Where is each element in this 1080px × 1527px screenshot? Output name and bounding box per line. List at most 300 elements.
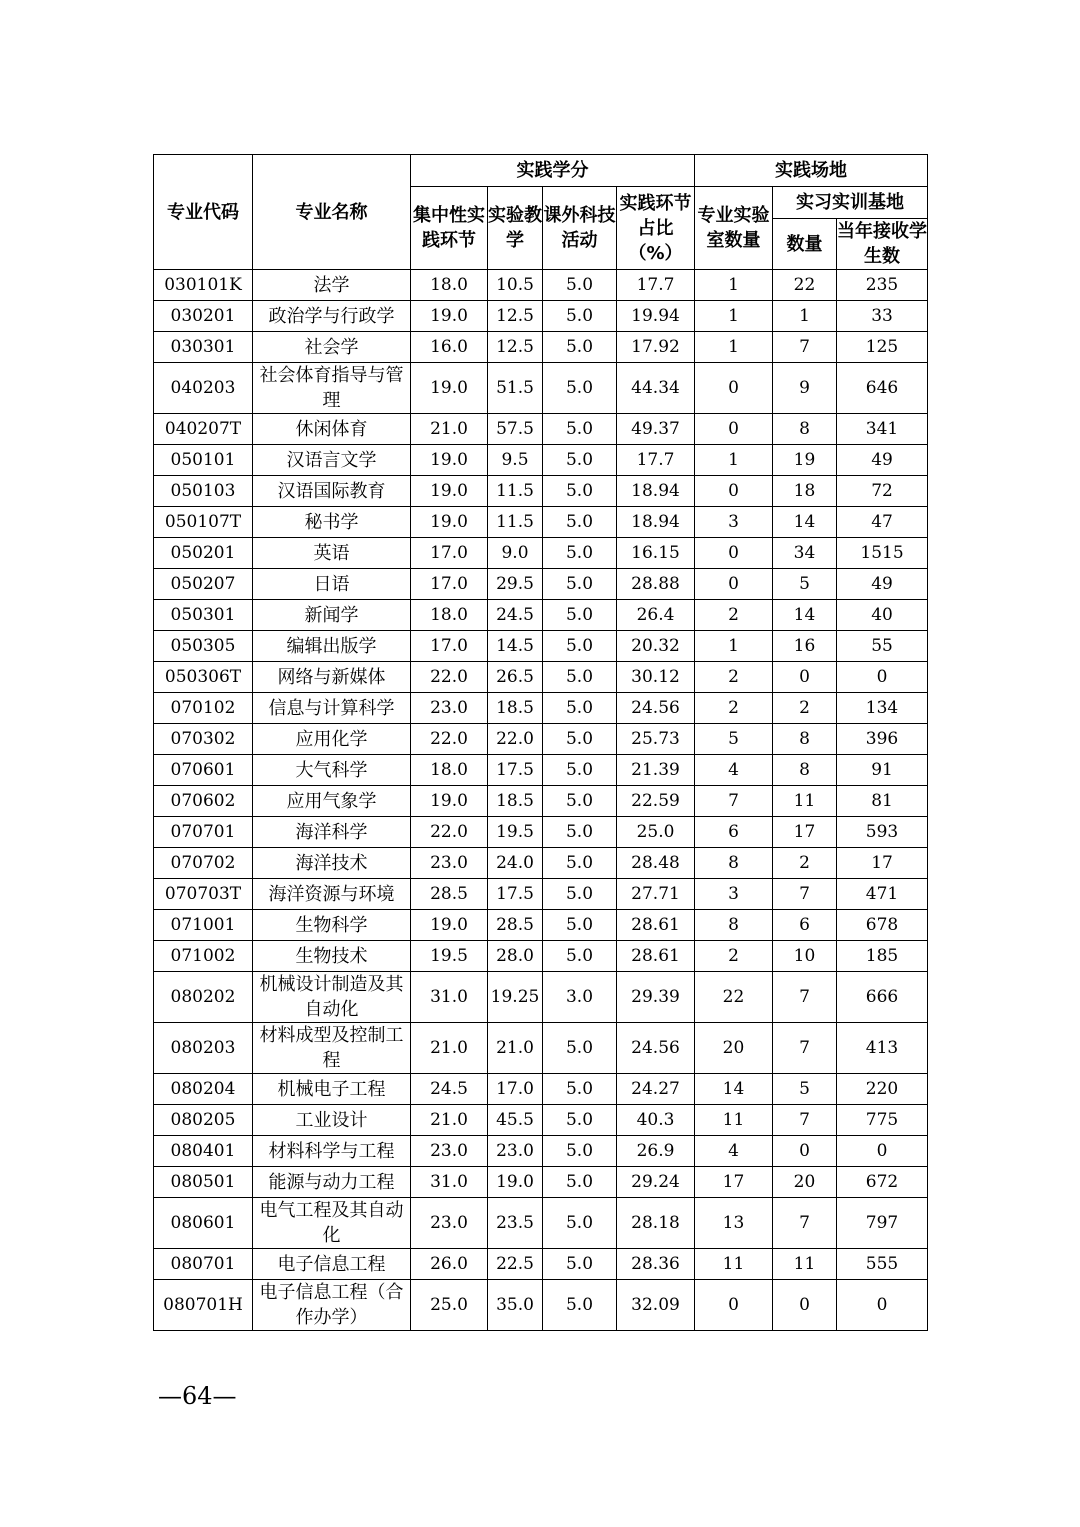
name-cell: 汉语国际教育 <box>253 476 411 507</box>
base-students-cell: 49 <box>837 445 928 476</box>
concentrated-cell: 18.0 <box>411 600 488 631</box>
base-students-cell: 17 <box>837 848 928 879</box>
extracurricular-cell: 5.0 <box>543 363 617 414</box>
code-cell: 071002 <box>154 941 253 972</box>
base-count-cell: 11 <box>773 786 837 817</box>
concentrated-cell: 25.0 <box>411 1280 488 1331</box>
base-students-cell: 1515 <box>837 538 928 569</box>
table-row <box>154 569 928 600</box>
ratio-cell: 49.37 <box>617 414 695 445</box>
base-students-cell: 49 <box>837 569 928 600</box>
extracurricular-cell: 5.0 <box>543 755 617 786</box>
code-cell: 080701 <box>154 1249 253 1280</box>
page-number: —64— <box>158 1382 237 1410</box>
ratio-cell: 27.71 <box>617 879 695 910</box>
table-row <box>154 445 928 476</box>
table-row <box>154 332 928 363</box>
base-count-cell: 8 <box>773 414 837 445</box>
table-row <box>154 631 928 662</box>
extracurricular-cell: 5.0 <box>543 332 617 363</box>
table-row <box>154 848 928 879</box>
experiment-cell: 22.5 <box>488 1249 543 1280</box>
base-students-cell: 678 <box>837 910 928 941</box>
labs-cell: 5 <box>695 724 773 755</box>
experiment-cell: 21.0 <box>488 1023 543 1074</box>
experiment-cell: 19.5 <box>488 817 543 848</box>
code-cell: 050301 <box>154 600 253 631</box>
code-cell: 080203 <box>154 1023 253 1074</box>
base-students-cell: 646 <box>837 363 928 414</box>
labs-cell: 1 <box>695 332 773 363</box>
concentrated-cell: 31.0 <box>411 1167 488 1198</box>
code-cell: 070601 <box>154 755 253 786</box>
table-row <box>154 1280 928 1331</box>
extracurricular-cell: 5.0 <box>543 1198 617 1249</box>
extracurricular-cell: 5.0 <box>543 445 617 476</box>
labs-cell: 1 <box>695 445 773 476</box>
base-count-cell: 8 <box>773 755 837 786</box>
ratio-cell: 29.24 <box>617 1167 695 1198</box>
table-row <box>154 786 928 817</box>
name-cell: 信息与计算科学 <box>253 693 411 724</box>
name-cell: 机械电子工程 <box>253 1074 411 1105</box>
extracurricular-cell: 5.0 <box>543 1074 617 1105</box>
base-count-cell: 1 <box>773 301 837 332</box>
extracurricular-cell: 5.0 <box>543 848 617 879</box>
base-students-cell: 396 <box>837 724 928 755</box>
base-students-cell: 341 <box>837 414 928 445</box>
extracurricular-cell: 5.0 <box>543 414 617 445</box>
name-cell: 社会学 <box>253 332 411 363</box>
concentrated-cell: 18.0 <box>411 270 488 301</box>
header-credits-group: 实践学分 <box>411 155 695 187</box>
base-count-cell: 22 <box>773 270 837 301</box>
ratio-cell: 20.32 <box>617 631 695 662</box>
name-cell: 大气科学 <box>253 755 411 786</box>
base-count-cell: 2 <box>773 848 837 879</box>
name-cell: 材料成型及控制工程 <box>253 1023 411 1074</box>
labs-cell: 17 <box>695 1167 773 1198</box>
name-cell: 机械设计制造及其自动化 <box>253 972 411 1023</box>
labs-cell: 7 <box>695 786 773 817</box>
code-cell: 070701 <box>154 817 253 848</box>
base-students-cell: 0 <box>837 1136 928 1167</box>
code-cell: 030301 <box>154 332 253 363</box>
labs-cell: 6 <box>695 817 773 848</box>
extracurricular-cell: 5.0 <box>543 693 617 724</box>
experiment-cell: 28.0 <box>488 941 543 972</box>
table-row <box>154 507 928 538</box>
labs-cell: 3 <box>695 879 773 910</box>
table-row <box>154 414 928 445</box>
table-header <box>154 155 928 270</box>
extracurricular-cell: 5.0 <box>543 786 617 817</box>
experiment-cell: 57.5 <box>488 414 543 445</box>
name-cell: 生物技术 <box>253 941 411 972</box>
base-students-cell: 666 <box>837 972 928 1023</box>
base-count-cell: 5 <box>773 569 837 600</box>
code-cell: 050107T <box>154 507 253 538</box>
base-students-cell: 81 <box>837 786 928 817</box>
extracurricular-cell: 5.0 <box>543 301 617 332</box>
extracurricular-cell: 5.0 <box>543 1280 617 1331</box>
labs-cell: 8 <box>695 848 773 879</box>
extracurricular-cell: 5.0 <box>543 1023 617 1074</box>
experiment-cell: 10.5 <box>488 270 543 301</box>
experiment-cell: 35.0 <box>488 1280 543 1331</box>
base-students-cell: 91 <box>837 755 928 786</box>
base-students-cell: 220 <box>837 1074 928 1105</box>
table-row <box>154 600 928 631</box>
base-count-cell: 11 <box>773 1249 837 1280</box>
ratio-cell: 19.94 <box>617 301 695 332</box>
experiment-cell: 12.5 <box>488 332 543 363</box>
ratio-cell: 17.92 <box>617 332 695 363</box>
extracurricular-cell: 5.0 <box>543 1136 617 1167</box>
concentrated-cell: 19.0 <box>411 445 488 476</box>
table-row <box>154 476 928 507</box>
experiment-cell: 9.0 <box>488 538 543 569</box>
header-base-group: 实习实训基地 <box>773 187 928 219</box>
code-cell: 080601 <box>154 1198 253 1249</box>
name-cell: 社会体育指导与管理 <box>253 363 411 414</box>
ratio-cell: 28.61 <box>617 941 695 972</box>
base-students-cell: 47 <box>837 507 928 538</box>
header-base-count: 数量 <box>773 219 837 270</box>
concentrated-cell: 22.0 <box>411 817 488 848</box>
labs-cell: 11 <box>695 1105 773 1136</box>
code-cell: 080204 <box>154 1074 253 1105</box>
table-row <box>154 270 928 301</box>
labs-cell: 2 <box>695 662 773 693</box>
base-students-cell: 134 <box>837 693 928 724</box>
table-row <box>154 1105 928 1136</box>
base-count-cell: 0 <box>773 1280 837 1331</box>
extracurricular-cell: 5.0 <box>543 724 617 755</box>
table-row <box>154 910 928 941</box>
base-count-cell: 8 <box>773 724 837 755</box>
labs-cell: 0 <box>695 1280 773 1331</box>
base-count-cell: 7 <box>773 1105 837 1136</box>
experiment-cell: 18.5 <box>488 693 543 724</box>
name-cell: 能源与动力工程 <box>253 1167 411 1198</box>
base-students-cell: 185 <box>837 941 928 972</box>
concentrated-cell: 31.0 <box>411 972 488 1023</box>
name-cell: 应用化学 <box>253 724 411 755</box>
header-labs: 专业实验室数量 <box>695 187 773 270</box>
table-row <box>154 301 928 332</box>
code-cell: 080401 <box>154 1136 253 1167</box>
concentrated-cell: 22.0 <box>411 724 488 755</box>
code-cell: 040207T <box>154 414 253 445</box>
name-cell: 编辑出版学 <box>253 631 411 662</box>
experiment-cell: 11.5 <box>488 476 543 507</box>
concentrated-cell: 19.0 <box>411 507 488 538</box>
table-row <box>154 1249 928 1280</box>
ratio-cell: 28.36 <box>617 1249 695 1280</box>
name-cell: 新闻学 <box>253 600 411 631</box>
ratio-cell: 29.39 <box>617 972 695 1023</box>
concentrated-cell: 18.0 <box>411 755 488 786</box>
code-cell: 070702 <box>154 848 253 879</box>
base-students-cell: 72 <box>837 476 928 507</box>
extracurricular-cell: 3.0 <box>543 972 617 1023</box>
name-cell: 法学 <box>253 270 411 301</box>
table-row <box>154 941 928 972</box>
name-cell: 海洋技术 <box>253 848 411 879</box>
concentrated-cell: 19.0 <box>411 301 488 332</box>
base-count-cell: 16 <box>773 631 837 662</box>
code-cell: 040203 <box>154 363 253 414</box>
header-name: 专业名称 <box>253 155 411 270</box>
name-cell: 生物科学 <box>253 910 411 941</box>
labs-cell: 11 <box>695 1249 773 1280</box>
concentrated-cell: 23.0 <box>411 848 488 879</box>
base-students-cell: 593 <box>837 817 928 848</box>
labs-cell: 2 <box>695 600 773 631</box>
extracurricular-cell: 5.0 <box>543 1105 617 1136</box>
name-cell: 汉语言文学 <box>253 445 411 476</box>
concentrated-cell: 24.5 <box>411 1074 488 1105</box>
table-body <box>154 270 928 1331</box>
experiment-cell: 24.5 <box>488 600 543 631</box>
experiment-cell: 17.0 <box>488 1074 543 1105</box>
experiment-cell: 26.5 <box>488 662 543 693</box>
code-cell: 070102 <box>154 693 253 724</box>
code-cell: 070703T <box>154 879 253 910</box>
extracurricular-cell: 5.0 <box>543 476 617 507</box>
experiment-cell: 23.5 <box>488 1198 543 1249</box>
base-students-cell: 55 <box>837 631 928 662</box>
concentrated-cell: 19.0 <box>411 476 488 507</box>
base-students-cell: 235 <box>837 270 928 301</box>
concentrated-cell: 23.0 <box>411 1198 488 1249</box>
labs-cell: 2 <box>695 941 773 972</box>
ratio-cell: 40.3 <box>617 1105 695 1136</box>
ratio-cell: 17.7 <box>617 270 695 301</box>
base-count-cell: 7 <box>773 1023 837 1074</box>
code-cell: 050306T <box>154 662 253 693</box>
base-students-cell: 40 <box>837 600 928 631</box>
ratio-cell: 32.09 <box>617 1280 695 1331</box>
concentrated-cell: 21.0 <box>411 1023 488 1074</box>
labs-cell: 2 <box>695 693 773 724</box>
ratio-cell: 25.73 <box>617 724 695 755</box>
experiment-cell: 28.5 <box>488 910 543 941</box>
base-count-cell: 2 <box>773 693 837 724</box>
labs-cell: 20 <box>695 1023 773 1074</box>
experiment-cell: 14.5 <box>488 631 543 662</box>
name-cell: 应用气象学 <box>253 786 411 817</box>
base-count-cell: 14 <box>773 507 837 538</box>
extracurricular-cell: 5.0 <box>543 270 617 301</box>
table-row <box>154 1136 928 1167</box>
labs-cell: 22 <box>695 972 773 1023</box>
name-cell: 材料科学与工程 <box>253 1136 411 1167</box>
practice-table <box>153 154 928 1331</box>
base-count-cell: 18 <box>773 476 837 507</box>
base-count-cell: 0 <box>773 1136 837 1167</box>
base-count-cell: 7 <box>773 972 837 1023</box>
base-students-cell: 555 <box>837 1249 928 1280</box>
base-students-cell: 413 <box>837 1023 928 1074</box>
code-cell: 080501 <box>154 1167 253 1198</box>
concentrated-cell: 26.0 <box>411 1249 488 1280</box>
table-row <box>154 755 928 786</box>
concentrated-cell: 16.0 <box>411 332 488 363</box>
extracurricular-cell: 5.0 <box>543 662 617 693</box>
extracurricular-cell: 5.0 <box>543 507 617 538</box>
extracurricular-cell: 5.0 <box>543 879 617 910</box>
header-code: 专业代码 <box>154 155 253 270</box>
concentrated-cell: 19.0 <box>411 910 488 941</box>
concentrated-cell: 23.0 <box>411 693 488 724</box>
name-cell: 秘书学 <box>253 507 411 538</box>
extracurricular-cell: 5.0 <box>543 538 617 569</box>
code-cell: 050103 <box>154 476 253 507</box>
base-count-cell: 7 <box>773 332 837 363</box>
table-row <box>154 1198 928 1249</box>
labs-cell: 1 <box>695 631 773 662</box>
base-students-cell: 672 <box>837 1167 928 1198</box>
name-cell: 海洋科学 <box>253 817 411 848</box>
ratio-cell: 26.4 <box>617 600 695 631</box>
labs-cell: 4 <box>695 755 773 786</box>
code-cell: 030101K <box>154 270 253 301</box>
concentrated-cell: 21.0 <box>411 1105 488 1136</box>
ratio-cell: 30.12 <box>617 662 695 693</box>
concentrated-cell: 19.0 <box>411 363 488 414</box>
base-count-cell: 10 <box>773 941 837 972</box>
table-row <box>154 662 928 693</box>
experiment-cell: 29.5 <box>488 569 543 600</box>
experiment-cell: 19.0 <box>488 1167 543 1198</box>
code-cell: 050207 <box>154 569 253 600</box>
code-cell: 080205 <box>154 1105 253 1136</box>
extracurricular-cell: 5.0 <box>543 941 617 972</box>
ratio-cell: 26.9 <box>617 1136 695 1167</box>
base-students-cell: 33 <box>837 301 928 332</box>
ratio-cell: 44.34 <box>617 363 695 414</box>
experiment-cell: 22.0 <box>488 724 543 755</box>
code-cell: 050305 <box>154 631 253 662</box>
experiment-cell: 23.0 <box>488 1136 543 1167</box>
concentrated-cell: 28.5 <box>411 879 488 910</box>
table-row <box>154 972 928 1023</box>
base-count-cell: 7 <box>773 1198 837 1249</box>
code-cell: 070302 <box>154 724 253 755</box>
base-count-cell: 20 <box>773 1167 837 1198</box>
extracurricular-cell: 5.0 <box>543 1249 617 1280</box>
code-cell: 080701H <box>154 1280 253 1331</box>
base-count-cell: 9 <box>773 363 837 414</box>
labs-cell: 8 <box>695 910 773 941</box>
extracurricular-cell: 5.0 <box>543 817 617 848</box>
ratio-cell: 22.59 <box>617 786 695 817</box>
ratio-cell: 25.0 <box>617 817 695 848</box>
concentrated-cell: 17.0 <box>411 631 488 662</box>
header-concentrated: 集中性实践环节 <box>411 187 488 270</box>
base-students-cell: 471 <box>837 879 928 910</box>
concentrated-cell: 19.0 <box>411 786 488 817</box>
base-count-cell: 6 <box>773 910 837 941</box>
header-experiment: 实验教学 <box>488 187 543 270</box>
table-row <box>154 817 928 848</box>
experiment-cell: 12.5 <box>488 301 543 332</box>
name-cell: 工业设计 <box>253 1105 411 1136</box>
concentrated-cell: 19.5 <box>411 941 488 972</box>
name-cell: 电子信息工程（合作办学） <box>253 1280 411 1331</box>
ratio-cell: 24.56 <box>617 1023 695 1074</box>
extracurricular-cell: 5.0 <box>543 631 617 662</box>
name-cell: 电气工程及其自动化 <box>253 1198 411 1249</box>
experiment-cell: 18.5 <box>488 786 543 817</box>
header-ratio: 实践环节占比（%） <box>617 187 695 270</box>
header-venue-group: 实践场地 <box>695 155 928 187</box>
name-cell: 网络与新媒体 <box>253 662 411 693</box>
base-students-cell: 775 <box>837 1105 928 1136</box>
experiment-cell: 24.0 <box>488 848 543 879</box>
labs-cell: 0 <box>695 363 773 414</box>
labs-cell: 13 <box>695 1198 773 1249</box>
table-row <box>154 363 928 414</box>
ratio-cell: 28.88 <box>617 569 695 600</box>
code-cell: 050201 <box>154 538 253 569</box>
code-cell: 071001 <box>154 910 253 941</box>
extracurricular-cell: 5.0 <box>543 910 617 941</box>
table-row <box>154 1167 928 1198</box>
ratio-cell: 17.7 <box>617 445 695 476</box>
ratio-cell: 18.94 <box>617 507 695 538</box>
labs-cell: 4 <box>695 1136 773 1167</box>
experiment-cell: 19.25 <box>488 972 543 1023</box>
table-row <box>154 879 928 910</box>
code-cell: 030201 <box>154 301 253 332</box>
header-extracurricular: 课外科技活动 <box>543 187 617 270</box>
labs-cell: 0 <box>695 569 773 600</box>
experiment-cell: 11.5 <box>488 507 543 538</box>
table-row <box>154 1074 928 1105</box>
ratio-cell: 28.48 <box>617 848 695 879</box>
concentrated-cell: 21.0 <box>411 414 488 445</box>
code-cell: 080202 <box>154 972 253 1023</box>
labs-cell: 0 <box>695 538 773 569</box>
base-count-cell: 14 <box>773 600 837 631</box>
labs-cell: 3 <box>695 507 773 538</box>
experiment-cell: 9.5 <box>488 445 543 476</box>
experiment-cell: 45.5 <box>488 1105 543 1136</box>
code-cell: 050101 <box>154 445 253 476</box>
ratio-cell: 18.94 <box>617 476 695 507</box>
labs-cell: 0 <box>695 414 773 445</box>
base-count-cell: 7 <box>773 879 837 910</box>
name-cell: 休闲体育 <box>253 414 411 445</box>
ratio-cell: 16.15 <box>617 538 695 569</box>
labs-cell: 1 <box>695 301 773 332</box>
name-cell: 日语 <box>253 569 411 600</box>
experiment-cell: 17.5 <box>488 879 543 910</box>
base-students-cell: 0 <box>837 1280 928 1331</box>
code-cell: 070602 <box>154 786 253 817</box>
experiment-cell: 51.5 <box>488 363 543 414</box>
ratio-cell: 28.18 <box>617 1198 695 1249</box>
name-cell: 政治学与行政学 <box>253 301 411 332</box>
concentrated-cell: 23.0 <box>411 1136 488 1167</box>
base-count-cell: 17 <box>773 817 837 848</box>
experiment-cell: 17.5 <box>488 755 543 786</box>
ratio-cell: 24.27 <box>617 1074 695 1105</box>
labs-cell: 1 <box>695 270 773 301</box>
